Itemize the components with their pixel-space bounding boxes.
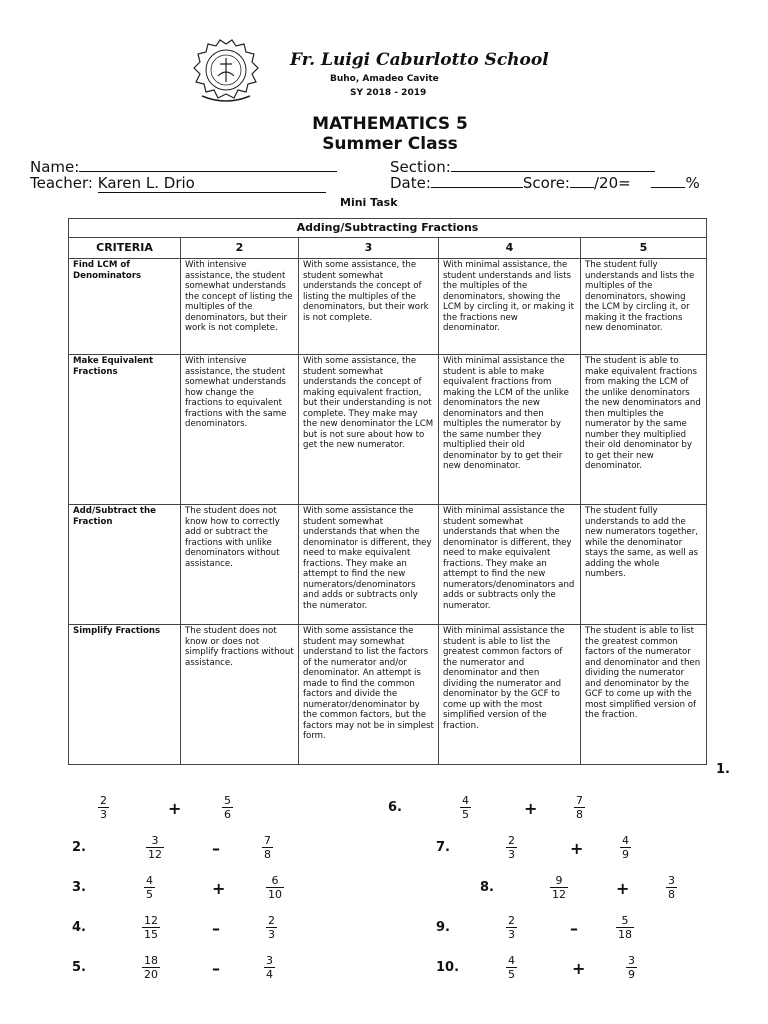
operator: – [212, 919, 220, 938]
denominator: 3 [508, 928, 515, 941]
rubric-cell: The student is able to list the greatest common factors of the numerator and denominator and then dividing the numerator and denominator by the GCF to come up with the most simplified version of the fraction. [581, 625, 707, 765]
fraction-b [266, 914, 277, 941]
denominator: 20 [144, 968, 158, 981]
fraction-b [266, 874, 284, 901]
operator: + [572, 959, 586, 978]
problem-number: 1. [716, 762, 730, 777]
fraction-a [506, 834, 517, 861]
rubric-cell: With some assistance the student may somewhat understand to list the factors of the numerator and/or denominator. An attempt is made to find the common factors and divide the numerator/denominator by the common factors, but the factors may not be in simplest form. [299, 625, 439, 765]
operator: + [616, 879, 630, 898]
school-year: SY 2018 - 2019 [350, 88, 427, 98]
numerator: 3 [151, 834, 159, 847]
problem-number: 7. [436, 840, 450, 855]
numerator: 7 [264, 834, 271, 847]
rubric-cell: The student fully understands to add the new numerators together, while the denominator stays the same, as well as adding the whole numbers. [581, 505, 707, 625]
rubric-title-row [69, 219, 707, 238]
fraction-b [626, 954, 637, 981]
fraction-a [144, 874, 155, 901]
rubric-title: Adding/Subtracting Fractions [69, 219, 707, 238]
numerator: 3 [266, 954, 273, 967]
numerator: 3 [668, 874, 675, 887]
criteria-cell: Find LCM of Denominators [69, 259, 181, 355]
denominator: 4 [266, 968, 273, 981]
numerator: 4 [508, 954, 515, 967]
denominator: 5 [462, 808, 469, 821]
denominator: 3 [268, 928, 275, 941]
school-logo [188, 38, 264, 106]
numerator: 5 [621, 914, 629, 927]
numerator: 4 [622, 834, 629, 847]
rubric-cell: With some assistance, the student somewhat understands the concept of listing the multiples of the denominators, but their work is not complete. [299, 259, 439, 355]
date-label: Date: [390, 174, 431, 192]
school-name: Fr. Luigi Caburlotto School [290, 50, 549, 70]
rubric-cell: With intensive assistance, the student somewhat understands how change the fractions to equivalent fractions with the same denominators. [181, 355, 299, 505]
rubric-cell: With some assistance the student somewhat understands that when the denominator is different, they need to make equivalent fractions. They make an attempt to find the new numerators/denominators and adds or subtracts only the numerator. [299, 505, 439, 625]
numerator: 2 [268, 914, 275, 927]
numerator: 6 [271, 874, 279, 887]
operator: – [212, 959, 220, 978]
denominator: 9 [622, 848, 629, 861]
operator: + [570, 839, 584, 858]
numerator: 12 [144, 914, 158, 927]
denominator: 18 [618, 928, 632, 941]
rubric-cell: With minimal assistance the student is able to list the greatest common factors of the numerator and denominator and then dividing the numerator and denominator by the GCF to come up with the most simplified version of the fraction. [439, 625, 581, 765]
criteria-cell: Make Equivalent Fractions [69, 355, 181, 505]
mini-task-label: Mini Task [340, 196, 398, 209]
numerator: 4 [462, 794, 469, 807]
problem-number: 3. [72, 880, 86, 895]
problem-number: 9. [436, 920, 450, 935]
problem-number: 5. [72, 960, 86, 975]
rubric-cell: The student is able to make equivalent fractions from making the LCM of the unlike denominators the new denominators and then multiples the numerator by the same number they multiplied their old denominator by to get their new denominator. [581, 355, 707, 505]
fraction-b [666, 874, 677, 901]
rubric-cell: With minimal assistance, the student understands and lists the multiples of the denominators, showing the LCM by circling it, or making it the fractions new denominator. [439, 259, 581, 355]
table-row [69, 625, 707, 765]
rubric-cell: With minimal assistance the student is able to make equivalent fractions from making the LCM of the unlike denominators the new denominators and then multiples the numerator by the same number they multiplied their old denominator by to get their new denominator. [439, 355, 581, 505]
problem-number: 8. [480, 880, 494, 895]
fraction-a [506, 954, 517, 981]
rubric-cell: With some assistance, the student somewhat understands the concept of making equivalent fraction, but their understanding is not complete. They make may the new denominator the LCM but is not sure about how to get the new numerator. [299, 355, 439, 505]
denominator: 15 [144, 928, 158, 941]
fraction-a [146, 834, 164, 861]
header-score-3: 3 [299, 238, 439, 259]
fraction-a [460, 794, 471, 821]
teacher-value: Karen L. Drio [98, 174, 326, 193]
problem-number: 10. [436, 960, 460, 975]
numerator: 5 [224, 794, 231, 807]
operator: + [524, 799, 538, 818]
fraction-a [506, 914, 517, 941]
numerator: 2 [508, 834, 515, 847]
table-row [69, 355, 707, 505]
teacher-field [30, 174, 326, 193]
rubric-cell: The student does not know or does not simplify fractions without assistance. [181, 625, 299, 765]
denominator: 5 [146, 888, 153, 901]
numerator: 2 [100, 794, 107, 807]
class-title: Summer Class [322, 134, 458, 154]
numerator: 2 [508, 914, 515, 927]
denominator: 9 [628, 968, 635, 981]
school-address: Buho, Amadeo Cavite [330, 74, 439, 84]
header-criteria: CRITERIA [69, 238, 181, 259]
table-row [69, 259, 707, 355]
subject-title: MATHEMATICS 5 [312, 114, 468, 134]
rubric-cell: The student fully understands and lists the multiples of the denominators, showing the LCM by circling it, or making it the fractions new denominator. [581, 259, 707, 355]
rubric-cell: With minimal assistance the student somewhat understands that when the denominator is different, they need to make equivalent fractions. They make an attempt to find the new numerators/denominators and adds or subtracts only the numerator. [439, 505, 581, 625]
fraction-b [222, 794, 233, 821]
teacher-label: Teacher: [30, 174, 93, 192]
operator: + [168, 799, 182, 818]
denominator: 8 [264, 848, 271, 861]
denominator: 6 [224, 808, 231, 821]
section-label: Section: [390, 158, 451, 176]
problem-number: 4. [72, 920, 86, 935]
numerator: 3 [628, 954, 635, 967]
denominator: 3 [100, 808, 107, 821]
fraction-a [98, 794, 109, 821]
date-score-field[interactable] [390, 174, 700, 192]
rubric-cell: With intensive assistance, the student somewhat understands the concept of listing the multiples of the denominators, but their work is not complete. [181, 259, 299, 355]
percent-sign: % [685, 174, 700, 192]
score-label: Score: [522, 174, 570, 192]
problem-number: 2. [72, 840, 86, 855]
denominator: 10 [268, 888, 282, 901]
fraction-a [142, 954, 160, 981]
score-total: /20= [593, 174, 631, 192]
fraction-b [574, 794, 585, 821]
rubric-cell: The student does not know how to correctly add or subtract the fractions with unlike denominators without assistance. [181, 505, 299, 625]
fraction-a [142, 914, 160, 941]
fraction-b [264, 954, 275, 981]
denominator: 3 [508, 848, 515, 861]
name-label: Name: [30, 158, 80, 176]
operator: – [570, 919, 578, 938]
denominator: 8 [576, 808, 583, 821]
header-score-2: 2 [181, 238, 299, 259]
problem-number: 6. [388, 800, 402, 815]
numerator: 7 [576, 794, 583, 807]
rubric-header-row [69, 238, 707, 259]
rubric-table [68, 218, 707, 765]
denominator: 8 [668, 888, 675, 901]
operator: + [212, 879, 226, 898]
table-row [69, 505, 707, 625]
header-score-4: 4 [439, 238, 581, 259]
fraction-b [262, 834, 273, 861]
operator: – [212, 839, 220, 858]
criteria-cell: Simplify Fractions [69, 625, 181, 765]
numerator: 9 [555, 874, 563, 887]
numerator: 4 [146, 874, 153, 887]
numerator: 18 [144, 954, 158, 967]
page-title [300, 114, 480, 154]
denominator: 5 [508, 968, 515, 981]
criteria-cell: Add/Subtract the Fraction [69, 505, 181, 625]
fraction-b [620, 834, 631, 861]
fraction-b [616, 914, 634, 941]
fraction-a [550, 874, 568, 901]
denominator: 12 [148, 848, 162, 861]
denominator: 12 [552, 888, 566, 901]
header-score-5: 5 [581, 238, 707, 259]
